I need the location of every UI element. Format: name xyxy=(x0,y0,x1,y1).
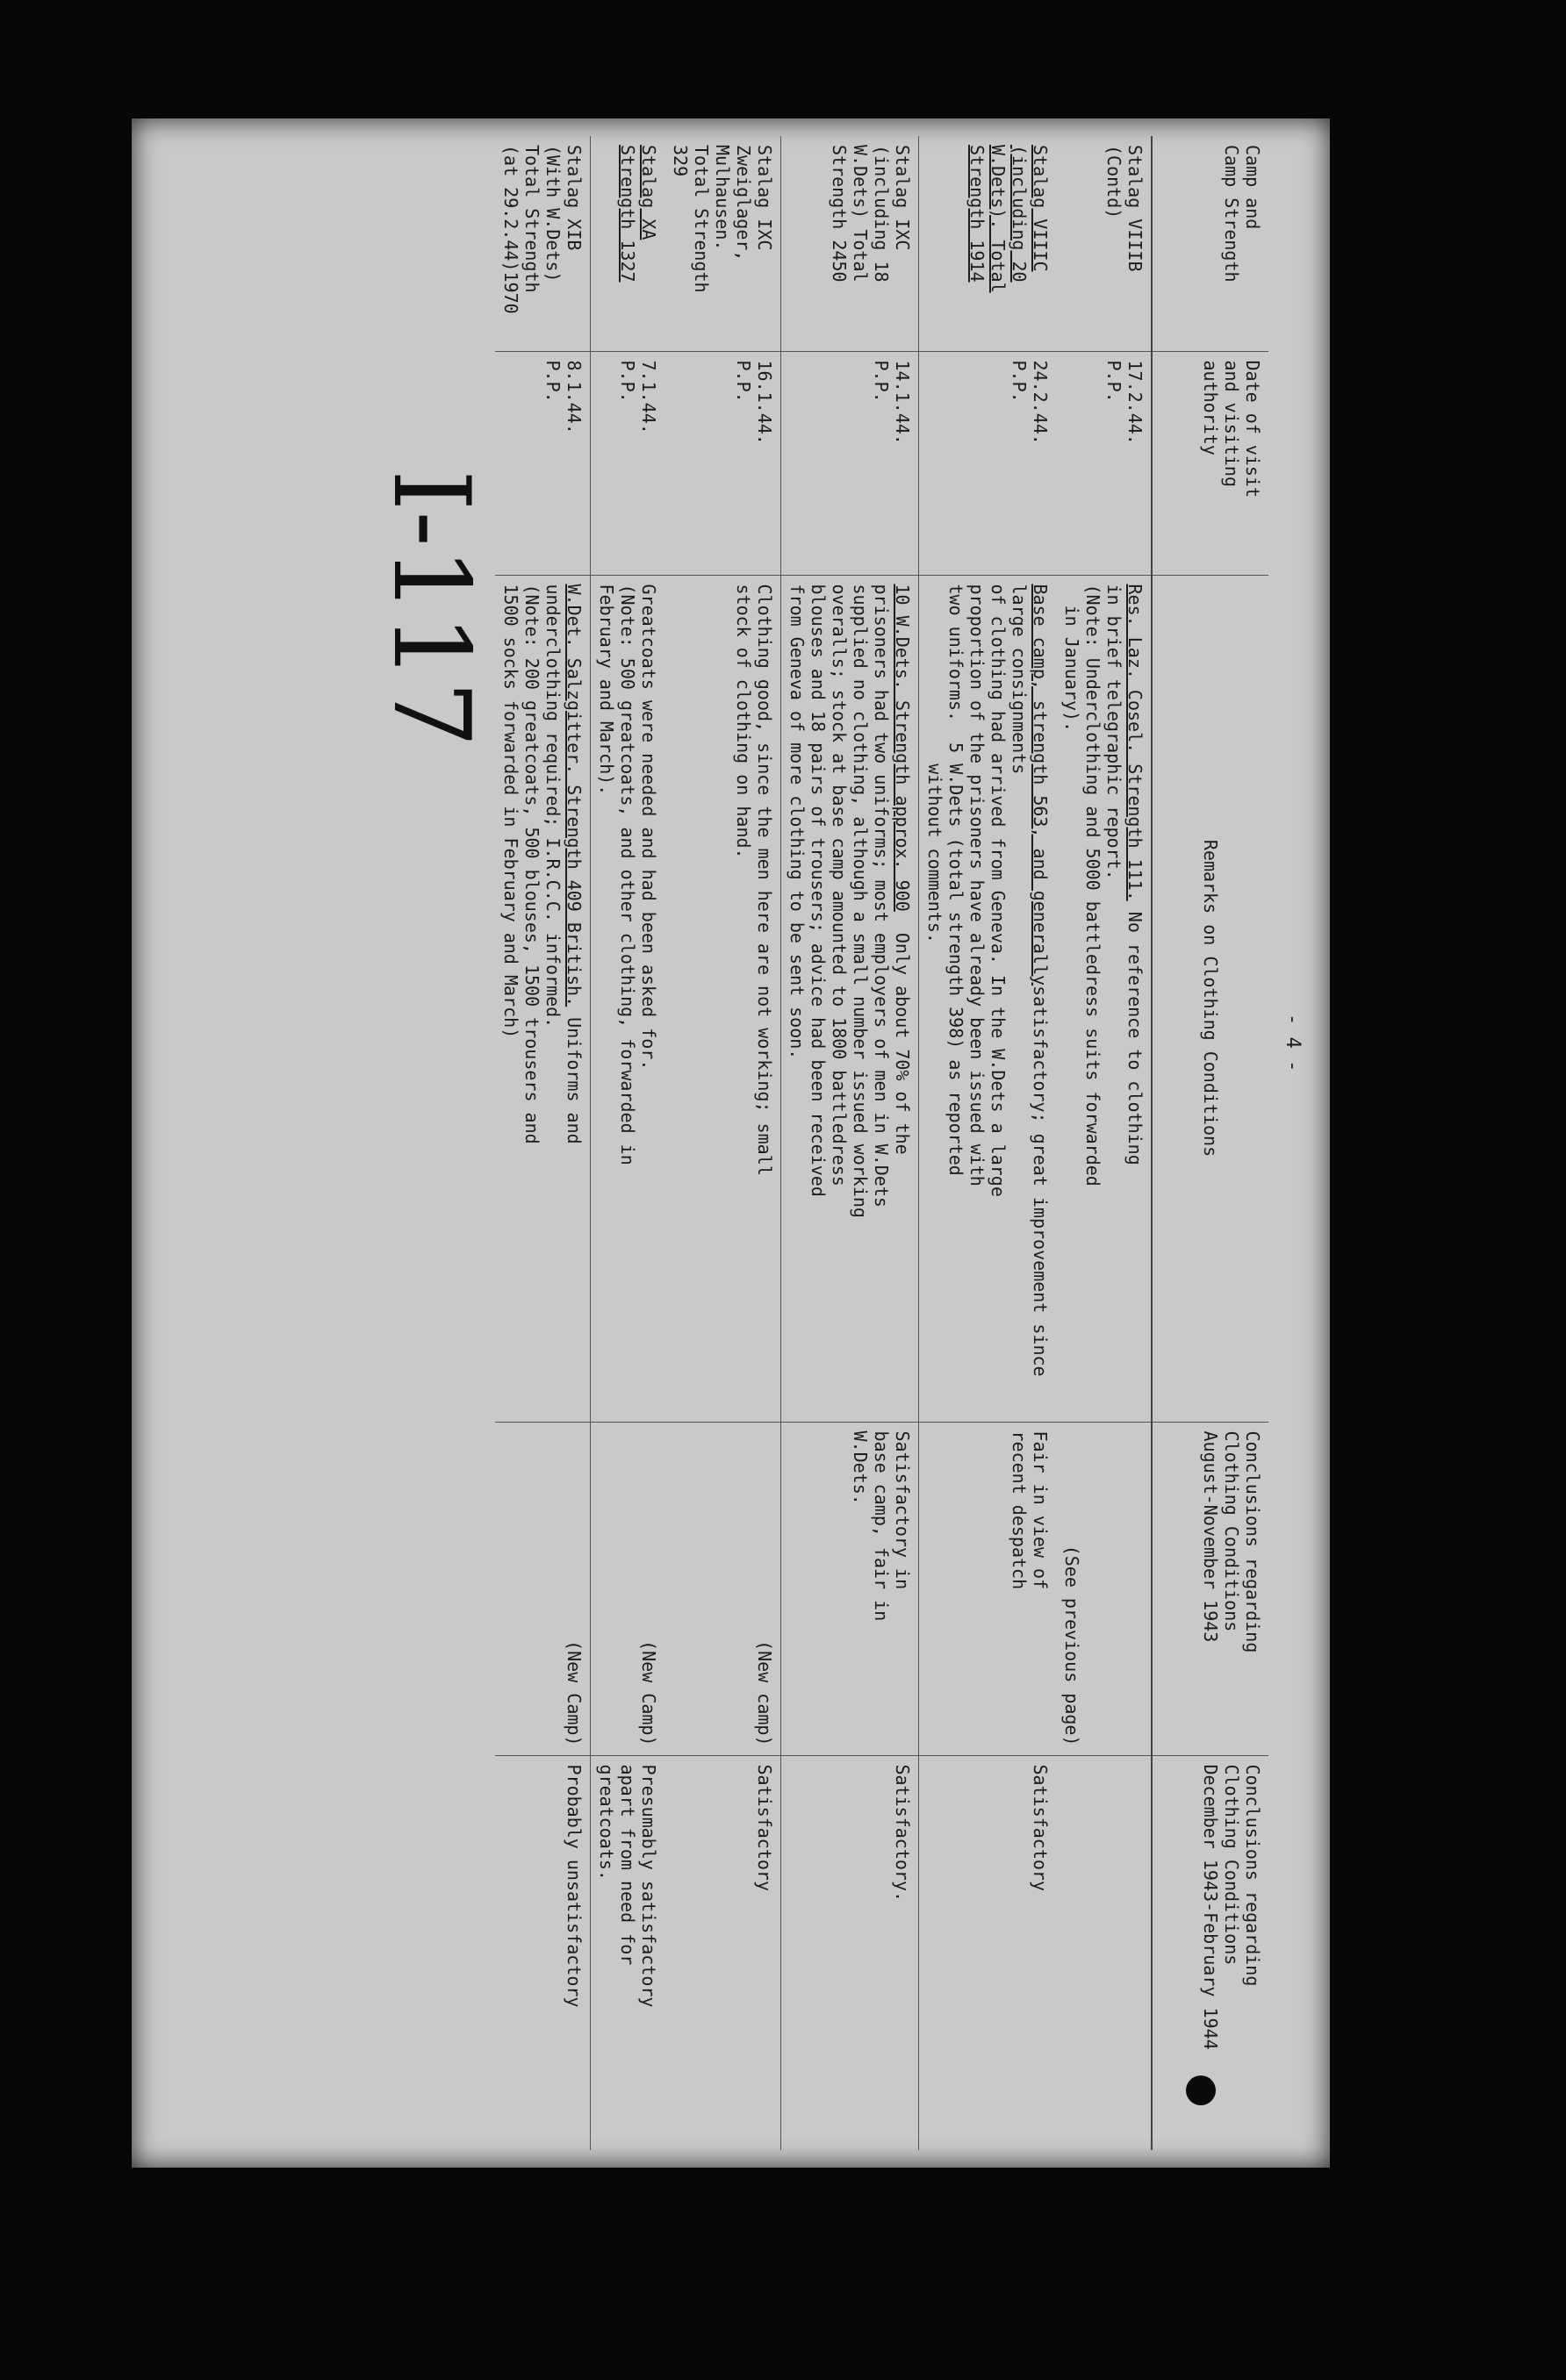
conclusion-aug-nov: Fair in view of recent despatch xyxy=(919,1422,1057,1755)
header-camp: Camp and Camp Strength xyxy=(1152,136,1268,351)
header-conclusions-aug-nov: Conclusions regarding Clothing Conditions August-November 1943 xyxy=(1152,1422,1268,1755)
conclusion-dec-feb: Presumably satisfactory apart from need for greatcoats. xyxy=(596,1764,659,2008)
date-cell: 8.1.44. P.P. xyxy=(495,351,591,575)
conclusion-aug-nov: (New Camp) xyxy=(495,1422,591,1755)
table-row xyxy=(495,136,591,2150)
table-header-row xyxy=(1152,136,1268,2150)
conclusion-dec-feb: Satisfactory. xyxy=(892,1764,913,1903)
date-cell: 14.1.44. P.P. xyxy=(781,351,919,575)
camp-cell: Stalag XIB (With W.Dets) Total Strength (at 29.2.44)1970 xyxy=(495,136,591,351)
date-cell: 24.2.44. P.P. xyxy=(919,351,1057,575)
table-row xyxy=(781,136,919,2150)
remarks-title: 10 W.Dets. Strength approx. 900 xyxy=(892,584,913,912)
conclusion-dec-feb: Satisfactory xyxy=(1030,1764,1051,1891)
conclusion-dec-feb xyxy=(1056,1755,1152,2150)
table-row xyxy=(664,136,781,2150)
table-row xyxy=(591,136,665,2150)
remarks-title: Res. Laz. Cosel. Strength 111. xyxy=(1124,584,1146,901)
header-date: Date of visit and visiting authority xyxy=(1152,351,1268,575)
header-remarks: Remarks on Clothing Conditions xyxy=(1152,575,1268,1422)
conclusion-aug-nov: Satisfactory in base camp, fair in W.Dets. xyxy=(781,1422,919,1755)
clothing-table xyxy=(495,136,1268,2150)
camp-cell: Stalag XA Strength 1327 xyxy=(591,136,665,351)
camp-cell: Stalag VIIIB (Contd) xyxy=(1056,136,1152,351)
camp-cell: Stalag IXC Zweiglager, Mulhausen. Total Strength 329 xyxy=(664,136,781,351)
remarks-cell: Base camp, strength 563, and generallysatisfactory; great improvement since large consignments of clothing had arrived from Geneva. In the W.Dets a large proportion of the prisoners have already been issued with two uniforms. 5 W.Dets (total strength 398) as reported without comments. xyxy=(919,575,1057,1422)
page-number: - 4 - xyxy=(1282,1014,1304,1072)
rotated-page xyxy=(140,136,1304,2150)
date-cell: 17.2.44. P.P. xyxy=(1056,351,1152,575)
remarks-title: Base camp, strength 563, and generally xyxy=(1030,584,1051,986)
header-conclusions-dec-feb: Conclusions regarding Clothing Conditions December 1943-February 1944 xyxy=(1152,1755,1268,2150)
remarks-cell: 10 W.Dets. Strength approx. 900 Only about 70% of the prisoners had two uniforms; most employers of men in W.Dets supplied no clothing, although a small number issued working overalls; stock at base camp amounted to 1800 battledress blouses and 18 pairs of trousers; advice had been received from Geneva of more clothing to be sent soon. xyxy=(781,575,919,1422)
remarks-cell: Clothing good, since the men here are not working; small stock of clothing on hand. xyxy=(664,575,781,1422)
date-cell: 7.1.44. P.P. xyxy=(591,351,665,575)
remarks-title: W.Det. Salzgitter. Strength 409 British. xyxy=(564,584,585,1007)
remarks-cell: W.Det. Salzgitter. Strength 409 British. Uniforms and underclothing required; I.R.C.C. informed. (Note: 200 greatcoats, 500 blouses, 1500 trousers and 1500 socks forwarded in February and March) xyxy=(495,575,591,1422)
camp-cell: Stalag IXC (including 18 W.Dets) Total Strength 2450 xyxy=(781,136,919,351)
handwritten-reference: I-117 xyxy=(370,470,492,748)
conclusion-aug-nov: (See previous page) xyxy=(1056,1422,1152,1755)
conclusion-aug-nov: (New Camp) xyxy=(591,1422,665,1755)
remarks-cell: Res. Laz. Cosel. Strength 111. No reference to clothing in brief telegraphic report. (Note: Underclothing and 5000 battledress suits forwarded in January). xyxy=(1056,575,1152,1422)
remarks-cell: Greatcoats were needed and had been asked for. (Note: 500 greatcoats, and other clothing, forwarded in February and March). xyxy=(591,575,665,1422)
conclusion-dec-feb: Satisfactory xyxy=(754,1764,775,1891)
conclusion-aug-nov: (New camp) xyxy=(664,1422,781,1755)
table-row xyxy=(919,136,1057,2150)
table-row xyxy=(1056,136,1152,2150)
date-cell: 16.1.44. P.P. xyxy=(664,351,781,575)
conclusion-dec-feb: Probably unsatisfactory xyxy=(564,1764,585,2008)
camp-cell: Stalag VIIIC (including 20 W.Dets). Total Strength 1914 xyxy=(919,136,1057,351)
